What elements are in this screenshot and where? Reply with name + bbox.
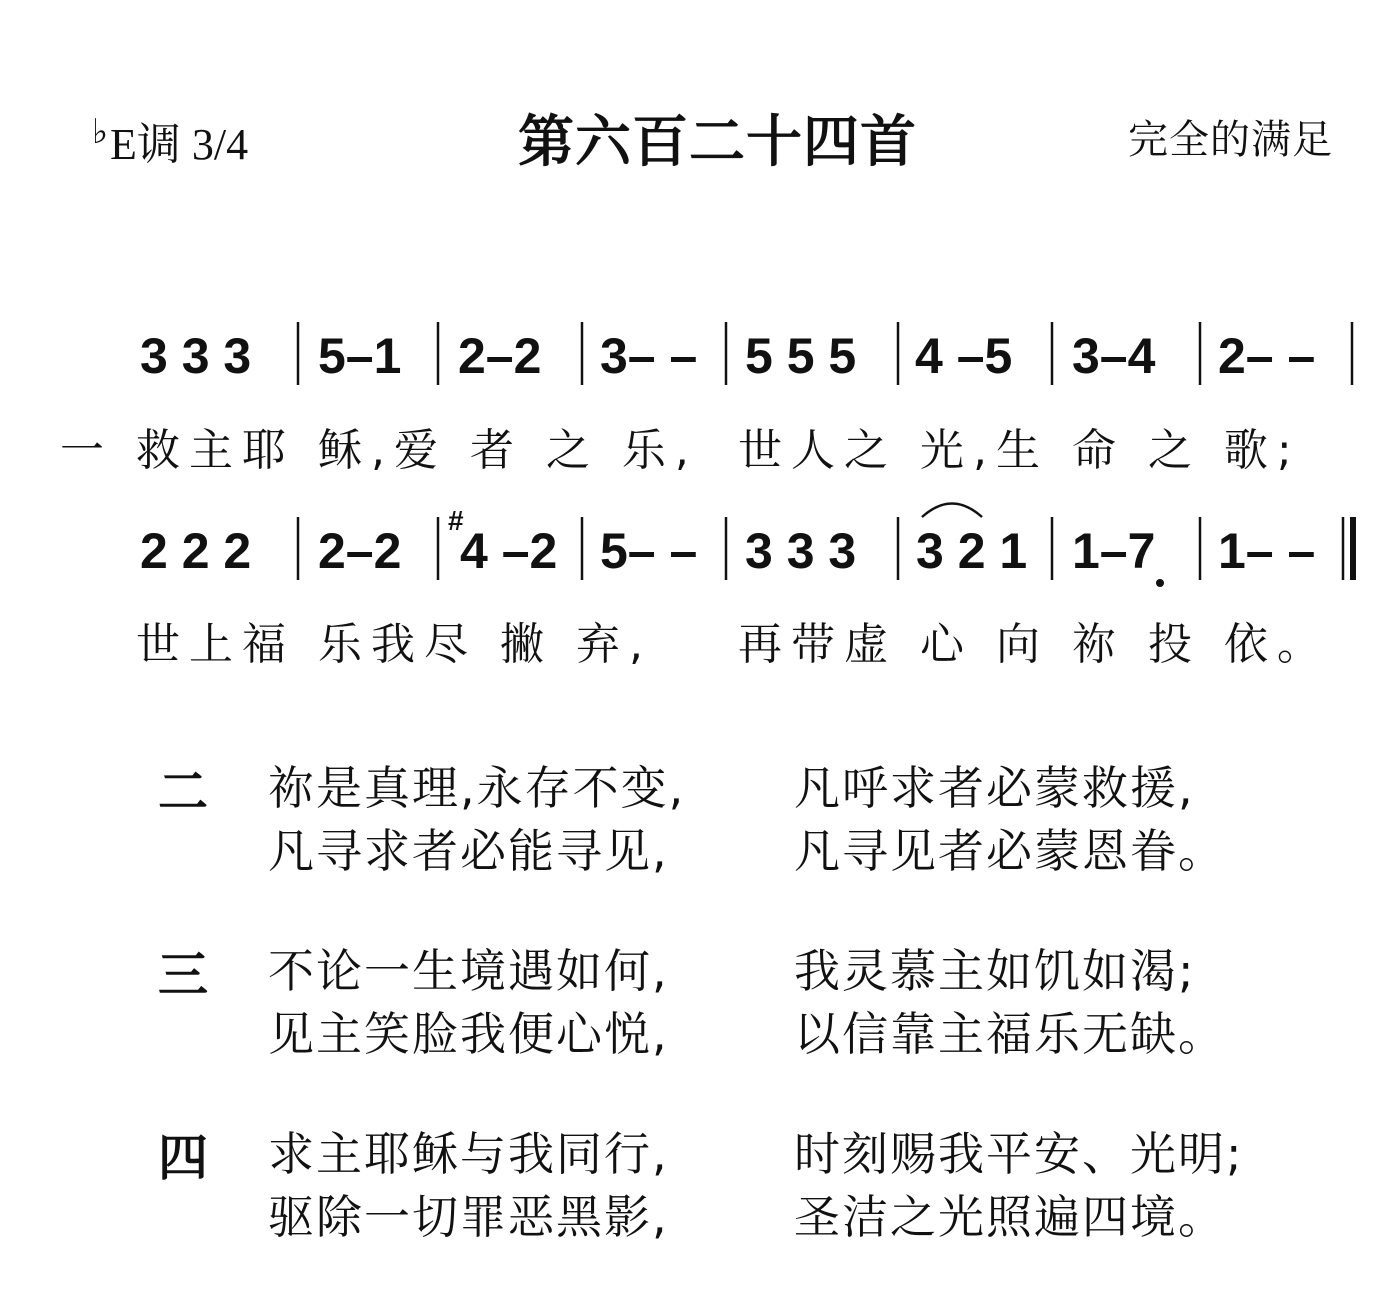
key-and-time: E调 3/4 (110, 120, 249, 169)
verse-3-line-1a: 不论一生境遇如何, (268, 944, 669, 998)
verse-4-line-2a: 驱除一切罪恶黑影, (268, 1190, 669, 1244)
lyric-line-2b: 再带虚 心 向 祢 投 依。 (738, 619, 1330, 670)
slur (922, 504, 982, 518)
measure-2-8: 1– – (1218, 523, 1316, 579)
lyric-line-1a: 救主耶 稣,爱 者 之 乐, (136, 425, 698, 476)
verse-3-number: 三 (158, 946, 208, 1004)
hymn-title: 第六百二十四首 (518, 110, 917, 175)
low-octave-dot (1156, 579, 1164, 587)
measure-1-3: 2–2 (458, 328, 542, 384)
verse-4-line-2b: 圣洁之光照遍四境。 (794, 1190, 1226, 1244)
hymn-subtitle: 完全的满足 (1128, 117, 1333, 163)
measure-1-8: 2– – (1218, 328, 1316, 384)
lyric-line-1b: 世人之 光,生 命 之 歌; (738, 425, 1301, 476)
measure-1-7: 3–4 (1072, 328, 1156, 384)
flat-sign: ♭ (92, 114, 109, 151)
verse-4-line-1a: 求主耶稣与我同行, (268, 1127, 669, 1181)
verse-2-line-1a: 祢是真理,永存不变, (268, 761, 686, 815)
verse-4-line-1b: 时刻赐我平安、光明; (794, 1127, 1244, 1181)
sharp-sign: # (448, 505, 464, 536)
verse-3-line-1b: 我灵慕主如饥如渴; (794, 944, 1196, 998)
notation-line-2 (140, 504, 1353, 588)
measure-2-1: 2 2 2 (140, 523, 252, 579)
measure-2-2: 2–2 (318, 523, 402, 579)
notation-line-1 (140, 322, 1352, 385)
measure-2-7: 1–7 (1072, 523, 1156, 579)
measure-2-6: 3 2 1 (916, 523, 1028, 579)
measure-1-4: 3– – (600, 328, 698, 384)
measure-1-5: 5 5 5 (745, 328, 857, 384)
measure-2-4: 5– – (600, 523, 698, 579)
verse-2-line-1b: 凡呼求者必蒙救援, (794, 761, 1195, 815)
measure-1-1: 3 3 3 (140, 328, 252, 384)
measure-2-5: 3 3 3 (745, 523, 857, 579)
measure-1-2: 5–1 (318, 328, 402, 384)
verse-3-line-2b: 以信靠主福乐无缺。 (794, 1007, 1226, 1061)
measure-1-6: 4 –5 (915, 328, 1013, 384)
measure-2-3: 4 –2 (460, 523, 558, 579)
verse-1-number: 一 (60, 425, 104, 476)
verse-3-line-2a: 见主笑脸我便心悦, (268, 1007, 669, 1061)
verse-2-line-2b: 凡寻见者必蒙恩眷。 (794, 824, 1226, 878)
verse-2-number: 二 (158, 763, 208, 821)
verse-2-line-2a: 凡寻求者必能寻见, (268, 824, 669, 878)
lyric-line-2a: 世上福 乐我尽 撇 弃, (136, 619, 652, 670)
verse-4-number: 四 (158, 1129, 208, 1187)
